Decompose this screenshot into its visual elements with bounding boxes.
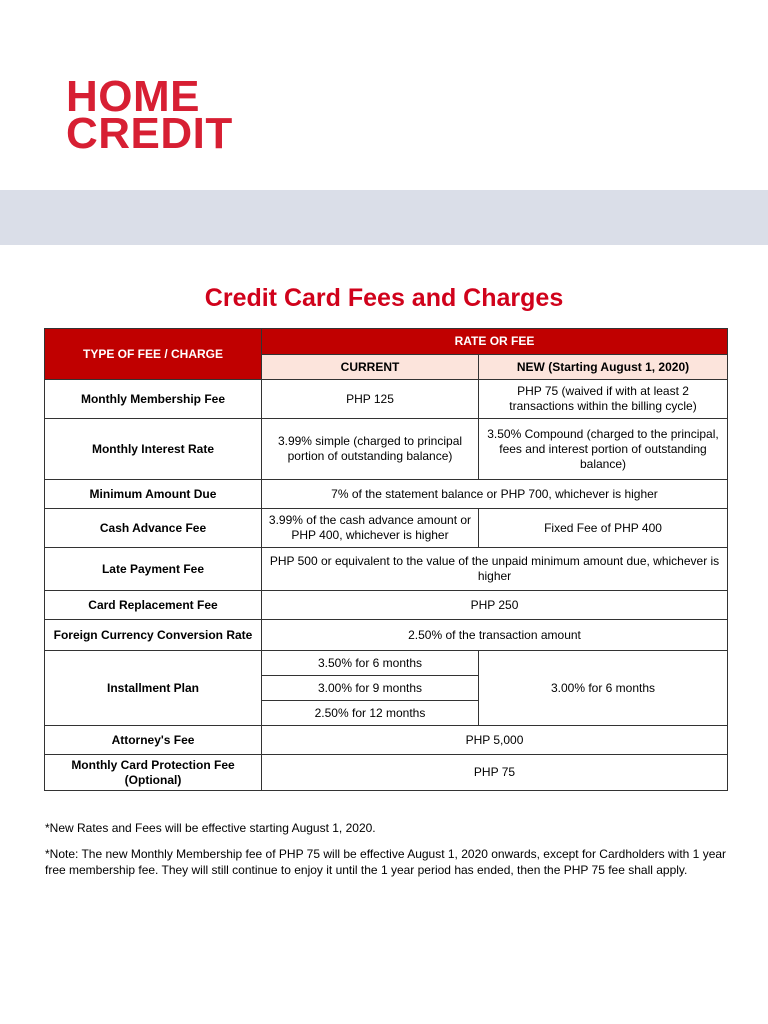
footnote-membership: *Note: The new Monthly Membership fee of PHP 75 will be effective August 1, 2020 onwards, except for Cardholders with 1 year free membership fee. They will still continue to enjoy it until the 1 year period has ended, then the PHP 75 fee shall apply. bbox=[45, 847, 727, 877]
header-rate-or-fee: RATE OR FEE bbox=[262, 329, 728, 355]
table-row bbox=[45, 755, 728, 791]
fee-type-cell: Card Replacement Fee bbox=[45, 591, 262, 620]
header-current: CURRENT bbox=[262, 355, 479, 380]
logo-line-2: CREDIT bbox=[66, 109, 233, 158]
header-new: NEW (Starting August 1, 2020) bbox=[479, 355, 728, 380]
table-header-row bbox=[45, 329, 728, 355]
table-row bbox=[45, 548, 728, 591]
fee-type-cell: Foreign Currency Conversion Rate bbox=[45, 620, 262, 651]
table-row bbox=[45, 509, 728, 548]
new-rate-cell: Fixed Fee of PHP 400 bbox=[479, 509, 728, 548]
rate-cell-merged: PHP 250 bbox=[262, 591, 728, 620]
rate-cell-merged: PHP 500 or equivalent to the value of the unpaid minimum amount due, whichever is higher bbox=[262, 548, 728, 591]
fees-table bbox=[44, 328, 728, 791]
new-rate-cell: PHP 75 (waived if with at least 2 transactions within the billing cycle) bbox=[479, 380, 728, 419]
fee-type-cell: Minimum Amount Due bbox=[45, 480, 262, 509]
rate-cell-merged: PHP 75 bbox=[262, 755, 728, 791]
current-rate-cell: 3.00% for 9 months bbox=[262, 676, 479, 701]
table-row bbox=[45, 380, 728, 419]
table-row bbox=[45, 620, 728, 651]
rate-cell-merged: PHP 5,000 bbox=[262, 726, 728, 755]
page-title: Credit Card Fees and Charges bbox=[204, 284, 564, 312]
fee-type-cell: Installment Plan bbox=[45, 651, 262, 726]
fee-type-cell: Cash Advance Fee bbox=[45, 509, 262, 548]
table-row bbox=[45, 480, 728, 509]
rate-cell-merged: 2.50% of the transaction amount bbox=[262, 620, 728, 651]
current-rate-cell: 3.50% for 6 months bbox=[262, 651, 479, 676]
table-row bbox=[45, 419, 728, 480]
current-rate-cell: 3.99% of the cash advance amount or PHP 400, whichever is higher bbox=[262, 509, 479, 548]
new-rate-cell: 3.50% Compound (charged to the principal, fees and interest portion of outstanding balance) bbox=[479, 419, 728, 480]
current-rate-cell: PHP 125 bbox=[262, 380, 479, 419]
fee-type-cell: Monthly Membership Fee bbox=[45, 380, 262, 419]
home-credit-logo bbox=[66, 72, 246, 158]
header-type-of-fee: TYPE OF FEE / CHARGE bbox=[45, 329, 262, 380]
current-rate-cell: 3.99% simple (charged to principal portion of outstanding balance) bbox=[262, 419, 479, 480]
rate-cell-merged: 7% of the statement balance or PHP 700, whichever is higher bbox=[262, 480, 728, 509]
table-row bbox=[45, 726, 728, 755]
fee-type-cell: Monthly Interest Rate bbox=[45, 419, 262, 480]
fee-type-cell: Monthly Card Protection Fee (Optional) bbox=[45, 755, 262, 791]
footnote-effective-date: *New Rates and Fees will be effective starting August 1, 2020. bbox=[45, 821, 376, 835]
current-rate-cell: 2.50% for 12 months bbox=[262, 701, 479, 726]
table-row bbox=[45, 651, 728, 676]
header-band bbox=[0, 190, 768, 245]
footnotes bbox=[45, 820, 727, 888]
logo-line-1: HOME bbox=[66, 72, 200, 121]
table-row bbox=[45, 591, 728, 620]
fee-type-cell: Attorney's Fee bbox=[45, 726, 262, 755]
fee-type-cell: Late Payment Fee bbox=[45, 548, 262, 591]
new-rate-cell: 3.00% for 6 months bbox=[479, 651, 728, 726]
